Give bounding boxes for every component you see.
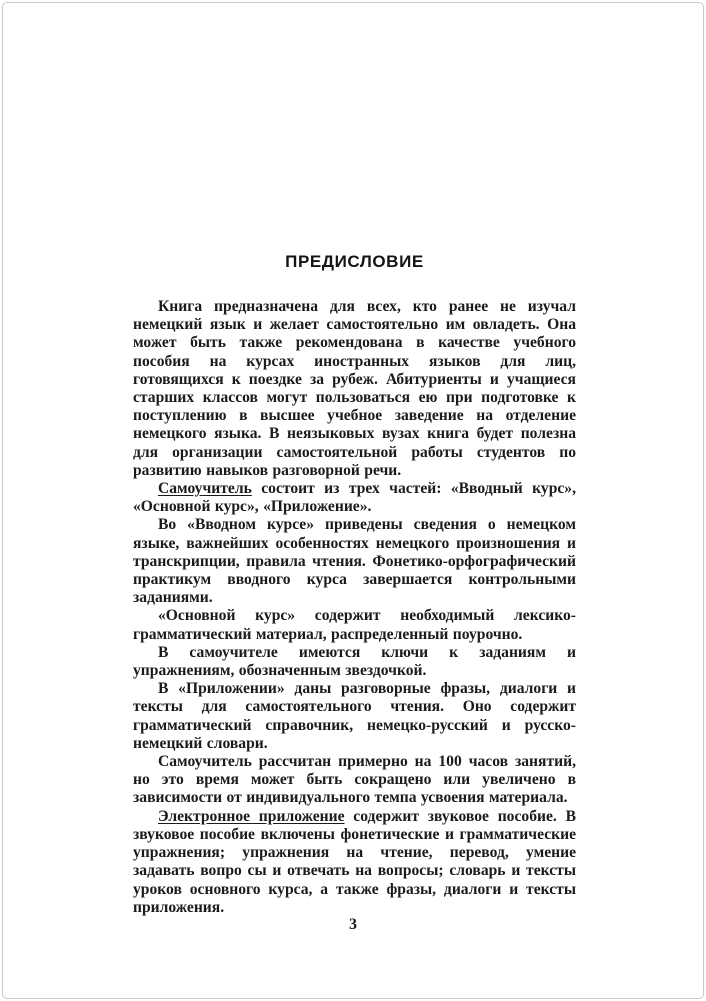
underlined-term-electronic-app: Электронное приложение [158,807,345,825]
page-title: ПРЕДИСЛОВИЕ [285,252,424,271]
paragraph-text: состоит из трех частей: «Вводный курс», «Основной курс», «Приложение». [133,480,576,516]
paragraph-text: содержит звуковое пособие. В звуковое пособие включены фонетические и грамматические упражнения; упражнения на чтение, перевод, умение задавать вопро сы и отвечать на вопросы; словарь и тексты уроков основного курса, а также фразы, диалоги и тексты приложения. [133,807,576,916]
paragraph-electronic-app [133,808,576,917]
paragraph-hours: Самоучитель рассчитан примерно на 100 часов занятий, но это время может быть сокращено или увеличено в зависимости от индивидуального темпа усвоения материала. [133,753,576,807]
paragraph-samouchitel [133,480,576,516]
underlined-term-samouchitel: Самоучитель [158,480,252,498]
page-number: 3 [349,916,357,933]
paragraph-intro: Книга предназначена для всех, кто ранее не изучал немецкий язык и желает самостоятельно им овладеть. Она может быть также рекомендована в качестве учебного пособия на курсах иностранных языков для лиц, готовящихся к поездке за рубеж. Абитуриенты и учащиеся старших классов могут пользоваться ею при подготовке к поступлению в высшее учебное заведение на отделение немецкого языка. В неязыковых вузах книга будет полезна для организации самостоятельной работы студентов по развитию навыков разговорной речи. [133,298,576,479]
paragraph-vvodny-kurs: Во «Вводном курсе» приведены сведения о немецком языке, важнейших особенностях немецкого произношения и транскрипции, правила чтения. Фонетико-орфографический практикум вводного курса завершается контрольными заданиями. [133,516,576,607]
paragraph-osnovnoy-kurs: «Основной курс» содержит необходимый лексико-грамматический материал, распределенный поурочно. [133,607,576,643]
paragraph-prilozhenie: В «Приложении» даны разговорные фразы, диалоги и тексты для самостоятельного чтения. Оно содержит грамматический справочник, немецко-русский и русско-немецкий словари. [133,680,576,752]
paragraph-keys: В самоучителе имеются ключи к заданиям и упражнениям, обозначенным звездочкой. [133,643,576,680]
text-block [133,252,576,917]
